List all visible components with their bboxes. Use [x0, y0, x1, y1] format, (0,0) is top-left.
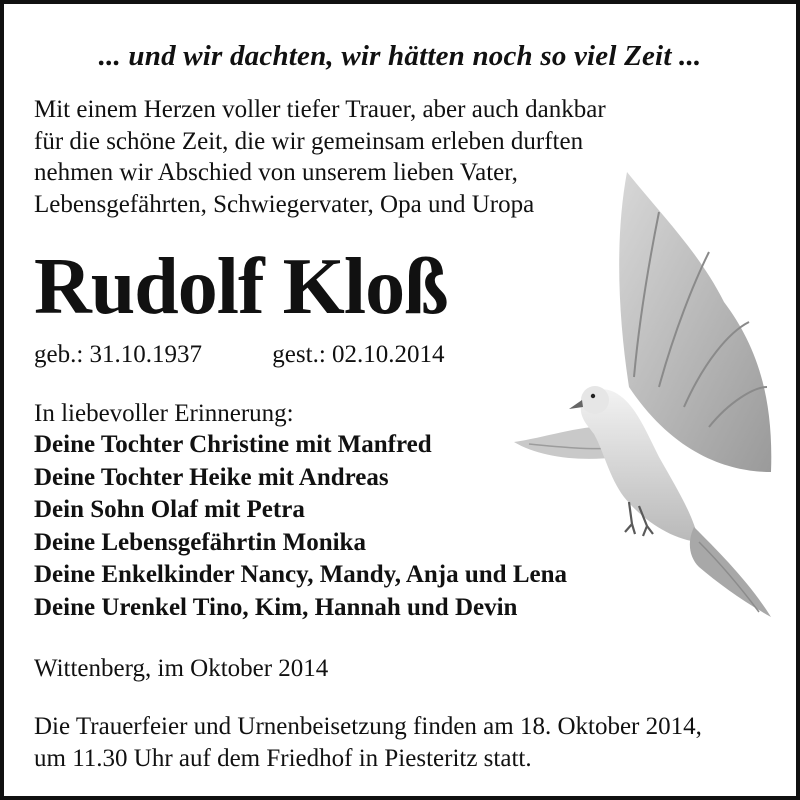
mourner-line: Deine Tochter Christine mit Manfred	[34, 431, 432, 458]
memory-heading: In liebevoller Erinnerung:	[34, 400, 294, 427]
mourner-line: Deine Tochter Heike mit Andreas	[34, 463, 389, 491]
service-line: Die Trauerfeier und Urnenbeisetzung finden am 18. Oktober 2014,	[34, 713, 702, 740]
death-date: gest.: 02.10.2014	[272, 341, 445, 368]
deceased-name: Rudolf Kloß	[34, 243, 448, 331]
mourner-line: Deine Lebensgefährtin Monika	[34, 528, 366, 556]
mourner-line: Deine Enkelkinder Nancy, Mandy, Anja und Lena	[34, 561, 568, 589]
mourner-line: Dein Sohn Olaf mit Petra	[34, 496, 305, 524]
intro-line: nehmen wir Abschied von unserem lieben Vater,	[34, 159, 518, 186]
life-dates	[34, 341, 445, 369]
birth-date: geb.: 31.10.1937	[34, 341, 203, 368]
service-info	[34, 711, 702, 774]
motto-heading: ... und wir dachten, wir hätten noch so viel Zeit ...	[98, 40, 702, 72]
intro-line: für die schöne Zeit, die wir gemeinsam erleben durften	[34, 127, 584, 155]
place-date: Wittenberg, im Oktober 2014	[34, 655, 329, 682]
intro-line: Mit einem Herzen voller tiefer Trauer, aber auch dankbar	[34, 96, 606, 123]
mourners-list	[34, 429, 567, 625]
mourner-line: Deine Urenkel Tino, Kim, Hannah und Devin	[34, 593, 518, 621]
service-line: um 11.30 Uhr auf dem Friedhof in Piesteritz statt.	[34, 744, 532, 772]
intro-line: Lebensgefährten, Schwiegervater, Opa und Uropa	[34, 190, 535, 218]
dove-icon	[509, 172, 799, 622]
